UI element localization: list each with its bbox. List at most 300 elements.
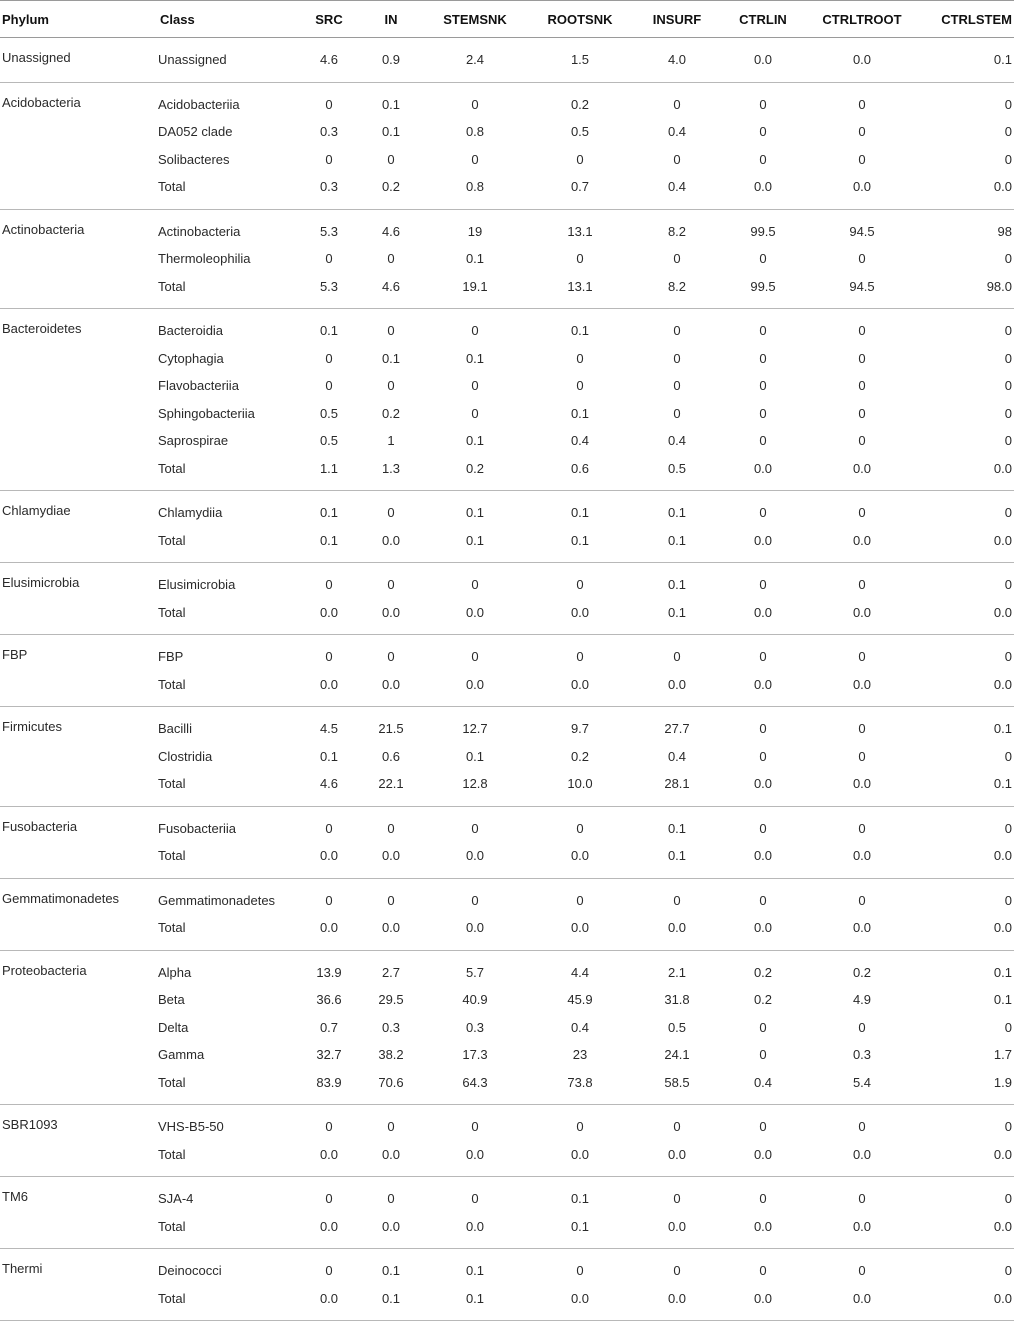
phylum-cell: Bacteroidetes (2, 321, 82, 336)
insurf-cell: 0 (673, 892, 681, 908)
ctrltroot-cell: 0 (858, 350, 866, 366)
ctrltroot-cell: 0 (858, 1263, 866, 1279)
class-cell: VHS-B5-50 (158, 1119, 224, 1135)
ctrltroot-cell: 0 (858, 433, 866, 449)
insurf-cell: 0.1 (667, 577, 687, 593)
total-row (0, 1213, 1014, 1249)
ctrltroot-cell: 0 (858, 405, 866, 421)
table-row (0, 635, 1014, 671)
ctrlin-cell: 0 (759, 1119, 767, 1135)
stemsnk-cell: 0.0 (422, 914, 528, 950)
ctrlin-cell: 0 (759, 1191, 767, 1207)
insurf-cell: 0.1 (667, 505, 687, 521)
src-cell: 0 (325, 820, 333, 836)
in-cell: 0.0 (360, 1213, 422, 1249)
table-row (0, 743, 1014, 771)
insurf-cell: 0 (673, 323, 681, 339)
ctrltroot-cell: 0.0 (804, 173, 920, 209)
ctrltroot-cell: 0 (858, 721, 866, 737)
table-row (0, 309, 1014, 345)
ctrlstem-cell: 1.9 (920, 1069, 1014, 1105)
in-cell: 0.9 (360, 38, 422, 83)
ctrlin-cell: 0 (759, 748, 767, 764)
in-cell: 21.5 (378, 721, 404, 737)
table-row (0, 491, 1014, 527)
insurf-cell: 0.0 (632, 914, 722, 950)
phylum-cell: Acidobacteria (2, 94, 81, 110)
ctrlstem-cell: 0 (1004, 748, 1012, 764)
src-cell: 0.0 (298, 914, 360, 950)
stemsnk-cell: 0.1 (465, 350, 485, 366)
src-cell: 0.5 (319, 405, 339, 421)
ctrlstem-cell: 0.0 (920, 455, 1014, 491)
ctrlin-cell: 0 (759, 820, 767, 836)
table-row (0, 1014, 1014, 1042)
src-cell: 0 (325, 96, 333, 112)
insurf-cell: 0 (673, 378, 681, 394)
phylum-cell: Firmicutes (2, 719, 62, 734)
ctrlstem-cell: 0 (1004, 96, 1012, 112)
rootsnk-cell: 73.8 (528, 1069, 632, 1105)
ctrlstem-cell: 0 (1004, 1019, 1012, 1035)
header-insurf: INSURF (632, 1, 722, 38)
class-cell: Total (158, 1069, 298, 1105)
insurf-cell: 4.0 (632, 38, 722, 83)
stemsnk-cell: 5.7 (465, 964, 485, 980)
phylum-cell-empty (0, 400, 158, 428)
ctrlstem-cell: 0 (1004, 649, 1012, 665)
table-row (0, 372, 1014, 400)
rootsnk-cell: 0.0 (528, 671, 632, 707)
table-body (0, 38, 1014, 1321)
ctrlstem-cell: 0.0 (920, 527, 1014, 563)
ctrlstem-cell: 0.0 (920, 1213, 1014, 1249)
ctrlstem-cell: 0.0 (920, 842, 1014, 878)
table-row (0, 400, 1014, 428)
ctrlin-cell: 0 (759, 151, 767, 167)
ctrltroot-cell: 0.0 (804, 1285, 920, 1321)
class-cell: Acidobacteriia (158, 96, 240, 112)
ctrlstem-cell: 0.1 (993, 721, 1012, 737)
src-cell: 0.1 (319, 505, 339, 521)
ctrltroot-cell: 0.0 (804, 599, 920, 635)
class-cell: Elusimicrobia (158, 577, 236, 593)
insurf-cell: 0.1 (632, 527, 722, 563)
header-phylum: Phylum (0, 1, 158, 38)
rootsnk-cell: 0 (576, 892, 584, 908)
phylum-cell: Unassigned (0, 38, 158, 83)
src-cell: 0 (325, 649, 333, 665)
header-ctrlstem: CTRLSTEM (920, 1, 1014, 38)
stemsnk-cell: 12.7 (462, 721, 488, 737)
in-cell: 0.0 (360, 671, 422, 707)
in-cell: 0.1 (381, 96, 401, 112)
src-cell: 0 (325, 251, 333, 267)
stemsnk-cell: 0.8 (422, 173, 528, 209)
ctrltroot-cell: 0.0 (804, 842, 920, 878)
class-cell: Total (158, 1213, 298, 1249)
rootsnk-cell: 0.0 (528, 842, 632, 878)
in-cell: 0.3 (381, 1019, 401, 1035)
ctrltroot-cell: 0.0 (804, 770, 920, 806)
ctrltroot-cell: 0.0 (804, 527, 920, 563)
phylum-cell: TM6 (2, 1189, 28, 1204)
stemsnk-cell: 0.0 (422, 671, 528, 707)
src-cell: 0.0 (298, 671, 360, 707)
src-cell: 0.3 (319, 124, 339, 140)
insurf-cell: 0 (673, 1263, 681, 1279)
ctrltroot-cell: 0 (858, 323, 866, 339)
ctrltroot-cell: 5.4 (804, 1069, 920, 1105)
ctrltroot-cell: 0 (858, 892, 866, 908)
table-row (0, 563, 1014, 599)
in-cell: 0.1 (360, 1285, 422, 1321)
stemsnk-cell: 0 (471, 96, 479, 112)
phylum-cell-empty (0, 770, 158, 806)
class-cell: Chlamydiia (158, 505, 223, 521)
ctrlstem-cell: 0.1 (920, 770, 1014, 806)
ctrlstem-cell: 0 (1004, 820, 1012, 836)
insurf-cell: 0.1 (632, 842, 722, 878)
ctrlin-cell: 99.5 (750, 223, 776, 239)
src-cell: 0.0 (298, 1141, 360, 1177)
ctrlstem-cell: 98.0 (920, 273, 1014, 309)
ctrlin-cell: 0 (759, 124, 767, 140)
class-cell: SJA-4 (158, 1191, 194, 1207)
in-cell: 0.0 (360, 1141, 422, 1177)
stemsnk-cell: 0.1 (465, 1263, 485, 1279)
ctrlin-cell: 0.0 (722, 38, 804, 83)
src-cell: 0 (325, 378, 333, 394)
stemsnk-cell: 0 (471, 323, 479, 339)
src-cell: 0.0 (298, 1213, 360, 1249)
in-cell: 0 (387, 151, 395, 167)
phylum-cell: Chlamydiae (2, 503, 71, 518)
insurf-cell: 0.0 (632, 1213, 722, 1249)
table-row (0, 1041, 1014, 1069)
class-cell: Gemmatimonadetes (158, 892, 276, 908)
class-cell: Total (158, 671, 298, 707)
src-cell: 4.5 (319, 721, 339, 737)
ctrlin-cell: 0 (759, 892, 767, 908)
phylum-cell-empty (0, 527, 158, 563)
class-cell: Cytophagia (158, 350, 224, 366)
rootsnk-cell: 0 (576, 378, 584, 394)
header-ctrlin: CTRLIN (722, 1, 804, 38)
ctrlstem-cell: 1.7 (993, 1047, 1012, 1063)
stemsnk-cell: 19.1 (422, 273, 528, 309)
ctrltroot-cell: 0.0 (804, 914, 920, 950)
stemsnk-cell: 0.1 (465, 505, 485, 521)
ctrlin-cell: 0.4 (722, 1069, 804, 1105)
table-row (0, 345, 1014, 373)
class-cell: Bacteroidia (158, 323, 224, 339)
class-cell: Total (158, 455, 298, 491)
class-cell: Sphingobacteriia (158, 405, 255, 421)
table-row (0, 427, 1014, 455)
src-cell: 0.3 (298, 173, 360, 209)
class-cell: Total (158, 599, 298, 635)
src-cell: 0.0 (298, 599, 360, 635)
stemsnk-cell: 0 (471, 1191, 479, 1207)
header-ctrltroot: CTRLTROOT (804, 1, 920, 38)
in-cell: 0.0 (360, 527, 422, 563)
insurf-cell: 0 (673, 151, 681, 167)
ctrltroot-cell: 0.0 (804, 38, 920, 83)
phylum-cell-empty (0, 914, 158, 950)
ctrltroot-cell: 0 (858, 505, 866, 521)
src-cell: 13.9 (316, 964, 342, 980)
insurf-cell: 0.4 (667, 433, 687, 449)
insurf-cell: 0 (673, 96, 681, 112)
ctrlstem-cell: 0 (1004, 405, 1012, 421)
ctrlin-cell: 0 (759, 1019, 767, 1035)
class-cell: Total (158, 527, 298, 563)
rootsnk-cell: 0.6 (528, 455, 632, 491)
phylum-cell-empty (0, 842, 158, 878)
phylum-cell-empty (0, 1041, 158, 1069)
phylum-cell-empty (0, 146, 158, 174)
src-cell: 0.1 (319, 323, 339, 339)
ctrlstem-cell: 0 (1004, 505, 1012, 521)
class-cell: Actinobacteria (158, 223, 241, 239)
insurf-cell: 27.7 (664, 721, 690, 737)
in-cell: 0.1 (381, 1263, 401, 1279)
rootsnk-cell: 0.1 (528, 527, 632, 563)
stemsnk-cell: 0.1 (465, 251, 485, 267)
rootsnk-cell: 0 (576, 820, 584, 836)
stemsnk-cell: 0.1 (465, 748, 485, 764)
rootsnk-cell: 0 (576, 151, 584, 167)
ctrlin-cell: 0 (759, 1047, 767, 1063)
ctrlin-cell: 0 (759, 577, 767, 593)
insurf-cell: 0.5 (667, 1019, 687, 1035)
stemsnk-cell: 0 (471, 378, 479, 394)
stemsnk-cell: 0.1 (422, 527, 528, 563)
total-row (0, 1141, 1014, 1177)
class-cell: Total (158, 770, 298, 806)
rootsnk-cell: 4.4 (570, 964, 590, 980)
src-cell: 0 (325, 577, 333, 593)
in-cell: 0 (387, 649, 395, 665)
src-cell: 0.1 (319, 748, 339, 764)
phylum-cell: FBP (2, 647, 28, 662)
table-row (0, 245, 1014, 273)
total-row (0, 1285, 1014, 1321)
class-cell: Delta (158, 1019, 189, 1035)
stemsnk-cell: 0.0 (422, 1141, 528, 1177)
rootsnk-cell: 0.0 (528, 1285, 632, 1321)
phylum-cell-empty (0, 372, 158, 400)
header-in: IN (360, 1, 422, 38)
insurf-cell: 0.4 (632, 173, 722, 209)
insurf-cell: 0.4 (667, 124, 687, 140)
phylum-cell-empty (0, 1285, 158, 1321)
ctrltroot-cell: 94.5 (849, 223, 875, 239)
src-cell: 83.9 (298, 1069, 360, 1105)
total-row (0, 770, 1014, 806)
ctrlin-cell: 99.5 (722, 273, 804, 309)
ctrlin-cell: 0.0 (722, 914, 804, 950)
phylum-cell: Elusimicrobia (2, 575, 80, 590)
in-cell: 0.6 (381, 748, 401, 764)
rootsnk-cell: 0.0 (528, 1141, 632, 1177)
phylum-cell-empty (0, 1141, 158, 1177)
src-cell: 0 (325, 1191, 333, 1207)
in-cell: 38.2 (378, 1047, 404, 1063)
insurf-cell: 0.1 (632, 599, 722, 635)
ctrlin-cell: 0.0 (722, 599, 804, 635)
ctrlstem-cell: 0 (1004, 124, 1012, 140)
in-cell: 4.6 (381, 223, 401, 239)
src-cell: 0.0 (298, 1285, 360, 1321)
ctrlin-cell: 0.0 (722, 842, 804, 878)
ctrltroot-cell: 0.0 (804, 1141, 920, 1177)
phylum-cell-empty (0, 1213, 158, 1249)
phylum-cell-empty (0, 427, 158, 455)
ctrlstem-cell: 0 (1004, 323, 1012, 339)
table-row (0, 1177, 1014, 1213)
stemsnk-cell: 0 (471, 151, 479, 167)
stemsnk-cell: 0.1 (465, 433, 485, 449)
rootsnk-cell: 0.1 (570, 405, 590, 421)
ctrlin-cell: 0.0 (722, 1285, 804, 1321)
src-cell: 0.7 (319, 1019, 339, 1035)
ctrltroot-cell: 0.0 (804, 455, 920, 491)
ctrltroot-cell: 0.2 (852, 964, 872, 980)
ctrlstem-cell: 0.0 (920, 1285, 1014, 1321)
insurf-cell: 0.5 (632, 455, 722, 491)
ctrlstem-cell: 0.0 (920, 173, 1014, 209)
stemsnk-cell: 0 (471, 820, 479, 836)
in-cell: 4.6 (360, 273, 422, 309)
stemsnk-cell: 0.1 (422, 1285, 528, 1321)
src-cell: 5.3 (319, 223, 339, 239)
class-cell: Thermoleophilia (158, 251, 251, 267)
ctrlin-cell: 0 (759, 505, 767, 521)
phylum-cell: Actinobacteria (2, 221, 85, 237)
ctrlin-cell: 0.0 (722, 671, 804, 707)
class-cell: Alpha (158, 964, 192, 980)
insurf-cell: 0.1 (667, 820, 687, 836)
ctrlin-cell: 0.0 (722, 770, 804, 806)
in-cell: 29.5 (378, 992, 404, 1008)
in-cell: 1.3 (360, 455, 422, 491)
ctrlstem-cell: 0 (1004, 1191, 1012, 1207)
phylum-cell-empty (0, 345, 158, 373)
src-cell: 4.6 (298, 770, 360, 806)
total-row (0, 1069, 1014, 1105)
in-cell: 0.1 (381, 124, 401, 140)
table-row (0, 118, 1014, 146)
rootsnk-cell: 0.5 (570, 124, 590, 140)
ctrlstem-cell: 0 (1004, 378, 1012, 394)
phylum-cell-empty (0, 118, 158, 146)
in-cell: 0.2 (381, 405, 401, 421)
phylum-cell-empty (0, 1014, 158, 1042)
in-cell: 0.0 (360, 599, 422, 635)
in-cell: 0.1 (381, 350, 401, 366)
ctrlin-cell: 0.2 (753, 992, 773, 1008)
rootsnk-cell: 0 (576, 1263, 584, 1279)
class-cell: FBP (158, 649, 184, 665)
class-cell: Total (158, 273, 298, 309)
class-cell: Saprospirae (158, 433, 229, 449)
src-cell: 0.5 (319, 433, 339, 449)
class-cell: Bacilli (158, 721, 192, 737)
in-cell: 2.7 (381, 964, 401, 980)
insurf-cell: 0 (673, 405, 681, 421)
ctrlin-cell: 0.0 (722, 173, 804, 209)
ctrlin-cell: 0 (759, 96, 767, 112)
insurf-cell: 0.4 (667, 748, 687, 764)
ctrlstem-cell: 0 (1004, 350, 1012, 366)
stemsnk-cell: 19 (467, 223, 483, 239)
header-rootsnk: ROOTSNK (528, 1, 632, 38)
insurf-cell: 58.5 (632, 1069, 722, 1105)
in-cell: 0.0 (360, 842, 422, 878)
in-cell: 0 (387, 1191, 395, 1207)
insurf-cell: 0.0 (632, 1285, 722, 1321)
table-row (0, 878, 1014, 914)
insurf-cell: 28.1 (632, 770, 722, 806)
rootsnk-cell: 0 (576, 1119, 584, 1135)
ctrltroot-cell: 0 (858, 748, 866, 764)
src-cell: 0 (325, 1263, 333, 1279)
insurf-cell: 2.1 (667, 964, 687, 980)
insurf-cell: 8.2 (667, 223, 687, 239)
stemsnk-cell: 17.3 (462, 1047, 488, 1063)
phylum-cell-empty (0, 273, 158, 309)
rootsnk-cell: 0.1 (570, 1191, 590, 1207)
rootsnk-cell: 0.4 (570, 1019, 590, 1035)
phylum-cell-empty (0, 1069, 158, 1105)
ctrlstem-cell: 0.0 (920, 599, 1014, 635)
stemsnk-cell: 0 (471, 577, 479, 593)
table-row (0, 1249, 1014, 1285)
total-row (0, 527, 1014, 563)
insurf-cell: 0.0 (632, 671, 722, 707)
src-cell: 1.1 (298, 455, 360, 491)
ctrlstem-cell: 0 (1004, 151, 1012, 167)
ctrltroot-cell: 0 (858, 251, 866, 267)
phylum-cell: Proteobacteria (2, 962, 87, 978)
ctrlstem-cell: 0 (1004, 433, 1012, 449)
header-stemsnk: STEMSNK (422, 1, 528, 38)
in-cell: 0 (387, 251, 395, 267)
ctrlin-cell: 0 (759, 350, 767, 366)
header-row (0, 1, 1014, 38)
stemsnk-cell: 0.0 (422, 599, 528, 635)
insurf-cell: 0.0 (632, 1141, 722, 1177)
stemsnk-cell: 12.8 (422, 770, 528, 806)
stemsnk-cell: 0.0 (422, 842, 528, 878)
ctrltroot-cell: 0 (858, 820, 866, 836)
src-cell: 0 (325, 892, 333, 908)
class-cell: Flavobacteriia (158, 378, 239, 394)
rootsnk-cell: 0 (576, 251, 584, 267)
class-cell: Gamma (158, 1047, 205, 1063)
in-cell: 1 (387, 433, 395, 449)
class-cell: Total (158, 173, 298, 209)
phylum-cell-empty (0, 671, 158, 707)
insurf-cell: 24.1 (664, 1047, 690, 1063)
header-class: Class (158, 1, 298, 38)
ctrltroot-cell: 0.0 (804, 1213, 920, 1249)
ctrltroot-cell: 0 (858, 1191, 866, 1207)
ctrlin-cell: 0 (759, 378, 767, 394)
table-row (0, 986, 1014, 1014)
